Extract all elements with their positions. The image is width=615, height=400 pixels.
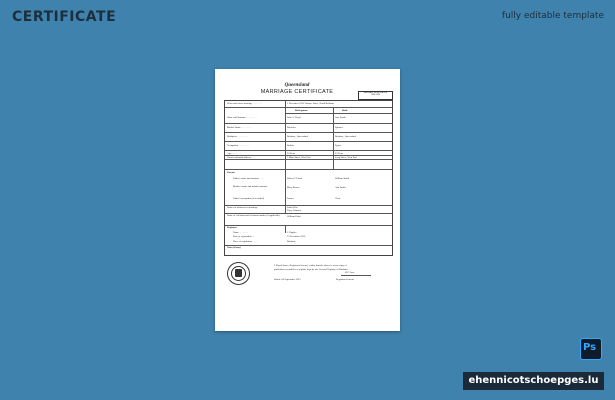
parent-row-label: Father's occupation (if recorded) xyxy=(233,197,265,200)
celebrant-label: Name of celebrant and celebrant number (if applicable) xyxy=(227,213,281,217)
row-label: Occupation . . . . . . . . . xyxy=(227,144,249,147)
parent-row-bride-value: William Smith xyxy=(335,177,350,180)
signatory-title: Registrar-General xyxy=(336,278,354,281)
when-where-value: 1 December 1956 Valance Street, North Brisbane xyxy=(287,101,335,105)
row-bride-value: Long Street, West End xyxy=(335,156,357,159)
registration-label: MARRIAGE REGISTRATION xyxy=(363,92,388,94)
row-bride-value: Brisbane, Queensland xyxy=(335,135,356,138)
registrar-heading: Registrar xyxy=(227,226,237,229)
signature: D.C.Jons xyxy=(345,271,355,274)
row-bride-value: 22 Years xyxy=(335,151,344,155)
parent-row-bridegroom-value: Farmer xyxy=(287,197,294,200)
witness-2: Tracy Johnson xyxy=(287,209,301,212)
witness-1: Sarah Wise xyxy=(287,206,298,209)
row-label: Birthplace . . . . . . . . . xyxy=(227,135,248,138)
parent-row-bride-value: Clerk xyxy=(335,197,341,200)
notes-label: Notes (if any) xyxy=(227,246,241,249)
row-bride-value: Jane Smith xyxy=(335,116,346,119)
registration-box xyxy=(358,91,393,100)
certificate-document xyxy=(215,69,400,331)
row-label: Usual residential address . . . . xyxy=(227,156,256,159)
parent-row-bride-value: Ann Smith xyxy=(335,186,346,189)
dated-text: Dated: 24 September 2012 xyxy=(274,278,301,281)
row-bridegroom-value: Brisbane, Queensland xyxy=(287,135,308,138)
when-where-label: When and where marriage . . . . . . . . xyxy=(227,101,262,105)
certification-line-1: I, David Jones, Registrar-General, certify that the above is a true copy of xyxy=(274,264,347,267)
registrar-row-label: Place of registration . . . . xyxy=(233,239,258,243)
registrar-row-label: Name . . . . . . . . xyxy=(233,230,249,234)
watermark-banner: ehennicotschoepges.lu xyxy=(463,372,604,390)
witnesses-label: Names of witnesses to marriage xyxy=(227,206,258,209)
tagline: fully editable template xyxy=(501,11,604,21)
registrar-row-label: Date of registration . . . . xyxy=(233,235,257,238)
parent-row-bridegroom-value: Mary Brown xyxy=(287,186,300,189)
row-label: Age . . . . . . . . . xyxy=(227,151,242,155)
parent-row-label: Mother's name and maiden surname xyxy=(233,185,268,188)
photoshop-label: Ps xyxy=(583,342,597,353)
parent-row-bridegroom-value: Robert C.Lloyd xyxy=(287,177,303,180)
row-bridegroom-value: 7 Main Street, West End xyxy=(287,156,311,159)
parent-row-label: Father's name and surname . . . . xyxy=(233,177,264,180)
parents-heading: Parents xyxy=(227,171,235,174)
row-bridegroom-value: 26 Years xyxy=(287,151,296,155)
row-label: Name and Surname . . . . . . . . . xyxy=(227,116,257,119)
registrar-row-value: Brisbane xyxy=(287,239,296,243)
certificate-state: Queensland xyxy=(284,83,310,88)
registration-number: 1956/ 1230 xyxy=(371,94,380,97)
registrar-row-value: 15 December 1956 xyxy=(287,235,306,238)
photoshop-icon xyxy=(580,338,602,360)
row-bridegroom-value: Builder xyxy=(287,144,295,147)
row-label: Marital Status . . . . . . . . . xyxy=(227,126,252,129)
row-bridegroom-value: John A. Lloyd xyxy=(287,116,301,119)
bridegroom-column-header: Bridegroom xyxy=(295,108,308,112)
celebrant-value: William Parks xyxy=(287,214,301,218)
certification-line-2: particulars recorded in a register kept by the General Registry of Brisbane xyxy=(274,267,348,271)
page-title: CERTIFICATE xyxy=(12,9,117,25)
registry-seal-icon xyxy=(227,262,250,285)
registrar-row-value: J. Hughes xyxy=(287,230,297,234)
certificate-title: MARRIAGE CERTIFICATE xyxy=(260,89,334,95)
row-bride-value: Spinster xyxy=(335,126,343,129)
bride-column-header: Bride xyxy=(342,108,348,112)
row-bride-value: Typist xyxy=(335,144,341,147)
certificate-table xyxy=(224,100,393,256)
row-bridegroom-value: Bachelor xyxy=(287,126,296,129)
